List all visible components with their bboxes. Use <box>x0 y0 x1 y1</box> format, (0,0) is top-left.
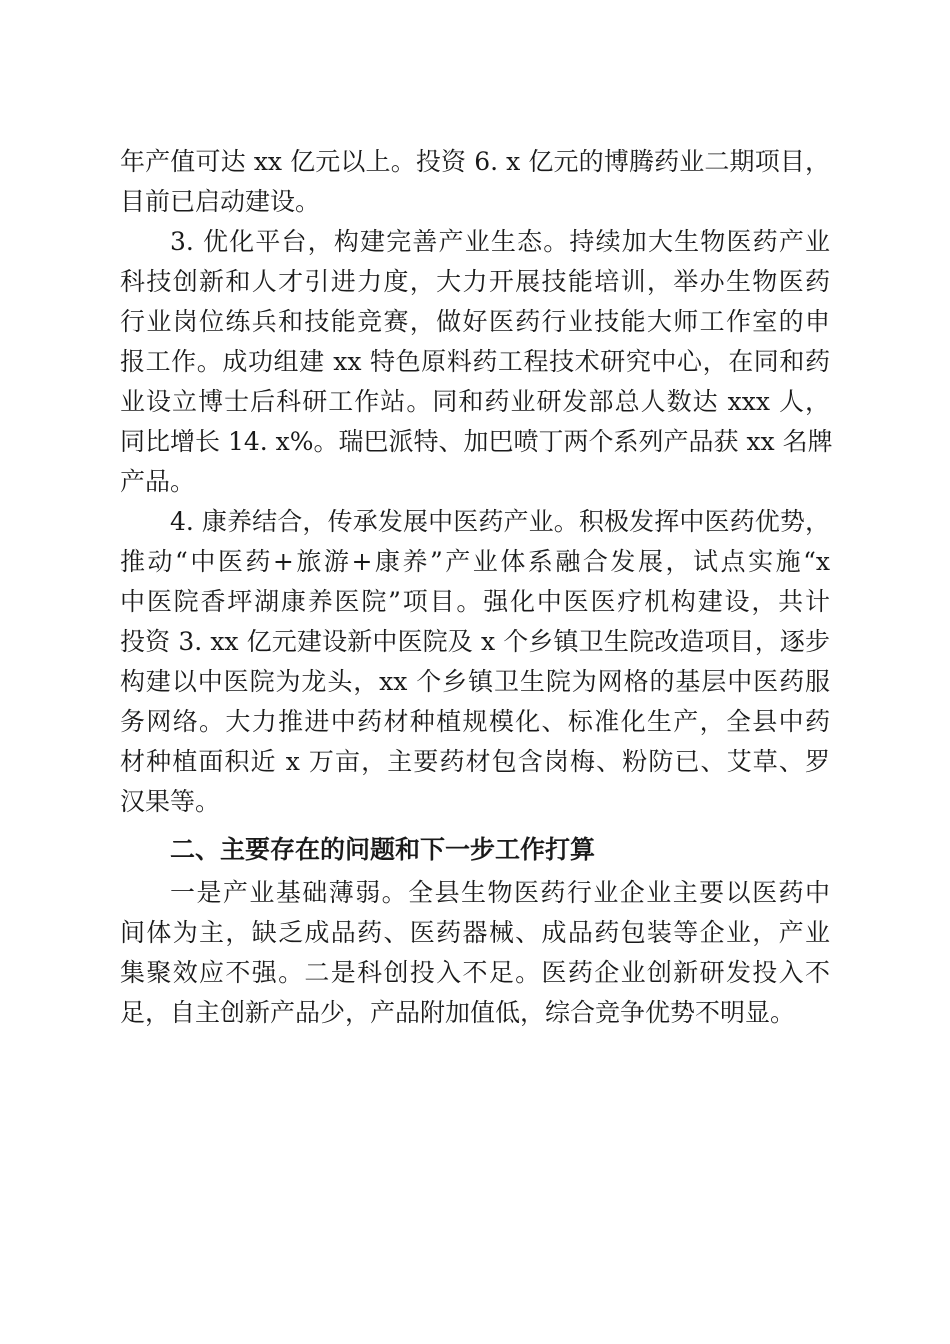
text-line-content: 投资 3. xx 亿元建设新中医院及 x 个乡镇卫生院改造项目，逐步 <box>120 627 830 656</box>
text-line-content: 汉果等。 <box>120 787 221 816</box>
text-line <box>120 502 830 542</box>
text-line-content: 足，自主创新产品少，产品附加值低，综合竞争优势不明显。 <box>120 998 796 1027</box>
text-line-content: 材种植面积近 x 万亩，主要药材包含岗梅、粉防已、艾草、罗 <box>120 747 830 776</box>
text-line-content: 务网络。大力推进中药材种植规模化、标准化生产，全县中药 <box>120 707 830 736</box>
paragraph-problems <box>120 873 830 1033</box>
text-line <box>120 662 830 702</box>
text-line-content: 3. 优化平台，构建完善产业生态。持续加大生物医药产业 <box>170 227 830 256</box>
text-line-content: 科技创新和人才引进力度，大力开展技能培训，举办生物医药 <box>120 267 830 296</box>
text-line-content: 推动“中医药+旅游+康养”产业体系融合发展，试点实施“x <box>120 547 830 576</box>
text-line <box>120 382 830 422</box>
text-line <box>120 462 830 502</box>
text-line-content: 业设立博士后科研工作站。同和药业研发部总人数达 xxx 人， <box>120 387 830 416</box>
text-line <box>120 622 830 662</box>
text-line <box>120 422 833 462</box>
text-line <box>120 702 830 742</box>
text-line-content: 报工作。成功组建 xx 特色原料药工程技术研究中心，在同和药 <box>120 347 830 376</box>
text-line-content: 集聚效应不强。二是科创投入不足。医药企业创新研发投入不 <box>120 958 830 987</box>
text-line-content: 间体为主，缺乏成品药、医药器械、成品药包装等企业，产业 <box>120 918 830 947</box>
text-line-content: 构建以中医院为龙头，xx 个乡镇卫生院为网格的基层中医药服 <box>120 667 830 696</box>
text-line-content: 4. 康养结合，传承发展中医药产业。积极发挥中医药优势， <box>170 507 830 536</box>
text-line-content: 年产值可达 xx 亿元以上。投资 6. x 亿元的博腾药业二期项目， <box>120 147 830 176</box>
text-line-content: 行业岗位练兵和技能竞赛，做好医药行业技能大师工作室的申 <box>120 307 830 336</box>
text-line <box>120 222 830 262</box>
text-line <box>120 342 830 382</box>
paragraph-tcm-industry <box>120 502 830 822</box>
text-line <box>120 302 830 342</box>
text-line <box>120 742 830 782</box>
paragraph-platform-optimization <box>120 222 833 502</box>
text-line <box>120 542 830 582</box>
paragraph-project-output <box>120 142 830 222</box>
text-line-content: 产品。 <box>120 467 196 496</box>
text-line <box>120 262 830 302</box>
text-line-content: 一是产业基础薄弱。全县生物医药行业企业主要以医药中 <box>170 878 830 907</box>
section-heading: 二、主要存在的问题和下一步工作打算 <box>170 835 596 864</box>
text-line-content: 目前已启动建设。 <box>120 187 321 216</box>
text-line <box>120 582 830 622</box>
text-line <box>120 873 830 913</box>
text-line <box>120 182 830 222</box>
text-line-content: 同比增长 14. x%。瑞巴派特、加巴喷丁两个系列产品获 xx 名牌 <box>120 427 833 456</box>
text-line <box>120 142 830 182</box>
document-page <box>120 142 833 1033</box>
text-line-content: 中医院香坪湖康养医院”项目。强化中医医疗机构建设，共计 <box>120 587 830 616</box>
text-line <box>120 953 830 993</box>
text-line <box>120 782 830 822</box>
text-line <box>120 913 830 953</box>
text-line <box>120 993 830 1033</box>
